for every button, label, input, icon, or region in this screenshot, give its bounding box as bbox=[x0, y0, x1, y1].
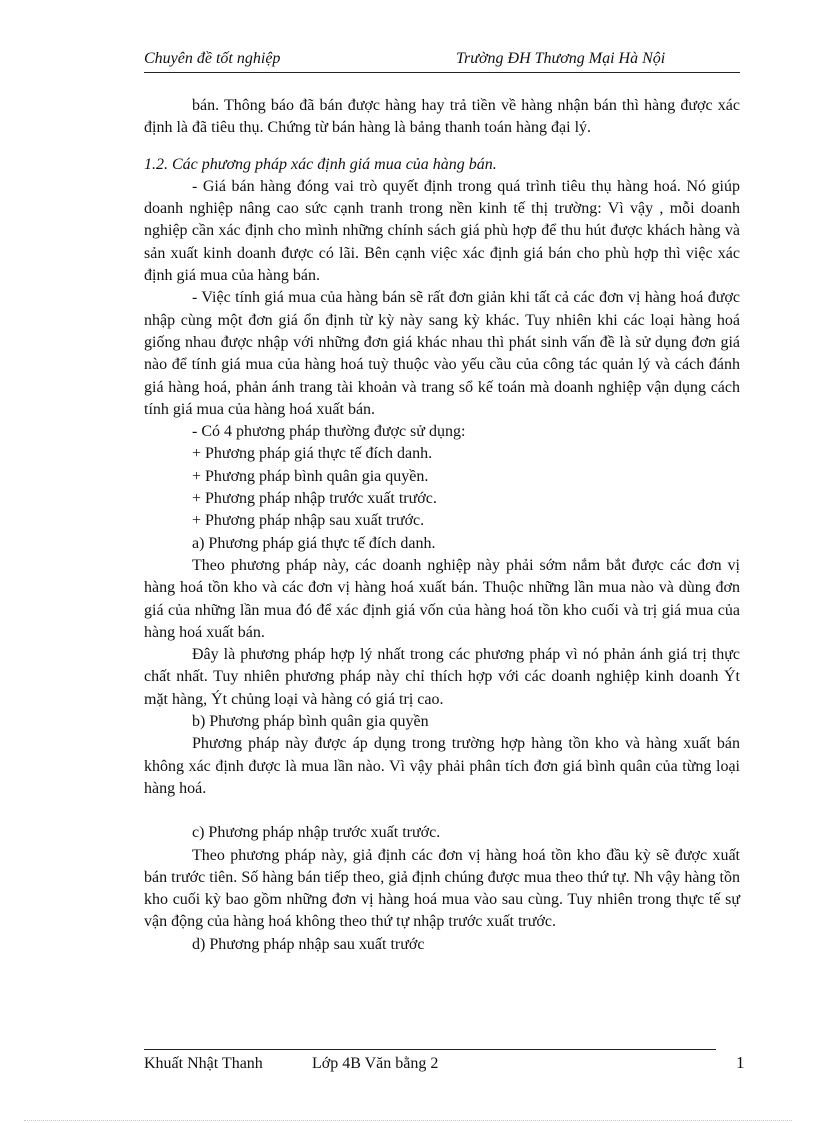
subsection-d-title: d) Phương pháp nhập sau xuất trước bbox=[192, 935, 425, 953]
page-number: 1 bbox=[736, 1053, 745, 1072]
paragraph-methods-intro: - Có 4 phương pháp thường được sử dụng: bbox=[192, 423, 466, 441]
section-title: 1.2. Các phương pháp xác định giá mua của hàng bán. bbox=[144, 155, 497, 173]
paragraph-continuation: bán. Thông báo đã bán được hàng hay trả tiền về hàng nhận bán thì hàng được xác định là đã tiêu thụ. Chứng từ bán hàng là bảng thanh toán hàng đại lý. bbox=[144, 97, 740, 137]
subsection-c-paragraph: Theo phương pháp này, giả định các đơn vị hàng hoá tồn kho đầu kỳ sẽ được xuất bán trước tiên. Số hàng bán tiếp theo, giả định chúng được mua theo thứ tự. Nh vậy hàng tồn kho cuối kỳ bao gồm những đơn vị hàng hoá mua vào sau cùng. Tuy nhiên trong thực tế sự vận động của hàng hoá không theo thứ tự nhập trước xuất trước. bbox=[144, 846, 740, 931]
method-list-item: + Phương pháp nhập trước xuất trước. bbox=[192, 490, 437, 508]
header-document-title: Chuyên đề tốt nghiệp bbox=[144, 50, 281, 67]
method-list-item: + Phương pháp nhập sau xuất trước. bbox=[192, 512, 425, 530]
header-university-name: Trường ĐH Thương Mại Hà Nội bbox=[456, 50, 666, 67]
subsection-a-paragraph: Đây là phương pháp hợp lý nhất trong các phương pháp vì nó phản ánh giá trị thực chất nhất. Tuy nhiên phương pháp này chỉ thích hợp với các doanh nghiệp kinh doanh Ýt mặt hàng, Ýt chủng loại và hàng có giá trị cao. bbox=[144, 646, 740, 708]
paragraph-selling-price: - Giá bán hàng đóng vai trò quyết định trong quá trình tiêu thụ hàng hoá. Nó giúp doanh nghiệp nâng cao sức cạnh tranh trong nền kinh tế thị trường: Vì vậy , mỗi doanh nghiệp cần xác định cho mình những chính sách giá phù hợp để thu hút được khách hàng và sản xuất kinh doanh được có lãi. Bên cạnh việc xác định giá bán cho phù hợp thì việc xác định giá mua của hàng bán. bbox=[144, 177, 740, 285]
page-edge-divider bbox=[24, 1120, 792, 1121]
subsection-a-title: a) Phương pháp giá thực tế đích danh. bbox=[192, 534, 436, 552]
page-header bbox=[144, 50, 740, 73]
paragraph-purchase-price: - Việc tính giá mua của hàng bán sẽ rất đơn giản khi tất cả các đơn vị hàng hoá được nhập cùng một đơn giá ổn định từ kỳ này sang kỳ khác. Tuy nhiên khi các loại hàng hoá giống nhau được nhập với những đơn giá khác nhau thì phát sinh vấn đề là sử dụng đơn giá nào để tính giá mua của hàng hoá tuỳ thuộc vào yếu cầu của công tác quản lý và cách đánh giá hàng hoá, phản ánh trang tài khoản và trang sổ kế toán mà doanh nghiệp vận dụng cách tính giá mua của hàng hoá xuất bán. bbox=[144, 289, 740, 418]
footer-author: Khuất Nhật Thanh bbox=[144, 1055, 263, 1072]
method-list-item: + Phương pháp giá thực tế đích danh. bbox=[192, 445, 433, 463]
footer-divider bbox=[144, 1049, 716, 1050]
subsection-a-paragraph: Theo phương pháp này, các doanh nghiệp này phải sớm nắm bắt được các đơn vị hàng hoá tồn kho và các đơn vị hàng hoá xuất bán. Thuộc những lần mua nào và dùng đơn giá của những lần mua đó để xác định giá vốn của hàng hoá tồn kho cuối và trị giá mua của hàng hoá xuất bán. bbox=[144, 556, 740, 641]
subsection-b-title: b) Phương pháp bình quân gia quyền bbox=[192, 713, 429, 731]
footer-class: Lớp 4B Văn bằng 2 bbox=[312, 1055, 439, 1072]
method-list-item: + Phương pháp bình quân gia quyền. bbox=[192, 467, 429, 485]
subsection-b-paragraph: Phương pháp này được áp dụng trong trường hợp hàng tồn kho và hàng xuất bán không xác định được là mua lần nào. Vì vậy phải phân tích đơn giá bình quân của từng loại hàng hoá. bbox=[144, 735, 740, 797]
subsection-c-title: c) Phương pháp nhập trước xuất trước. bbox=[192, 824, 441, 842]
document-body bbox=[144, 95, 740, 956]
